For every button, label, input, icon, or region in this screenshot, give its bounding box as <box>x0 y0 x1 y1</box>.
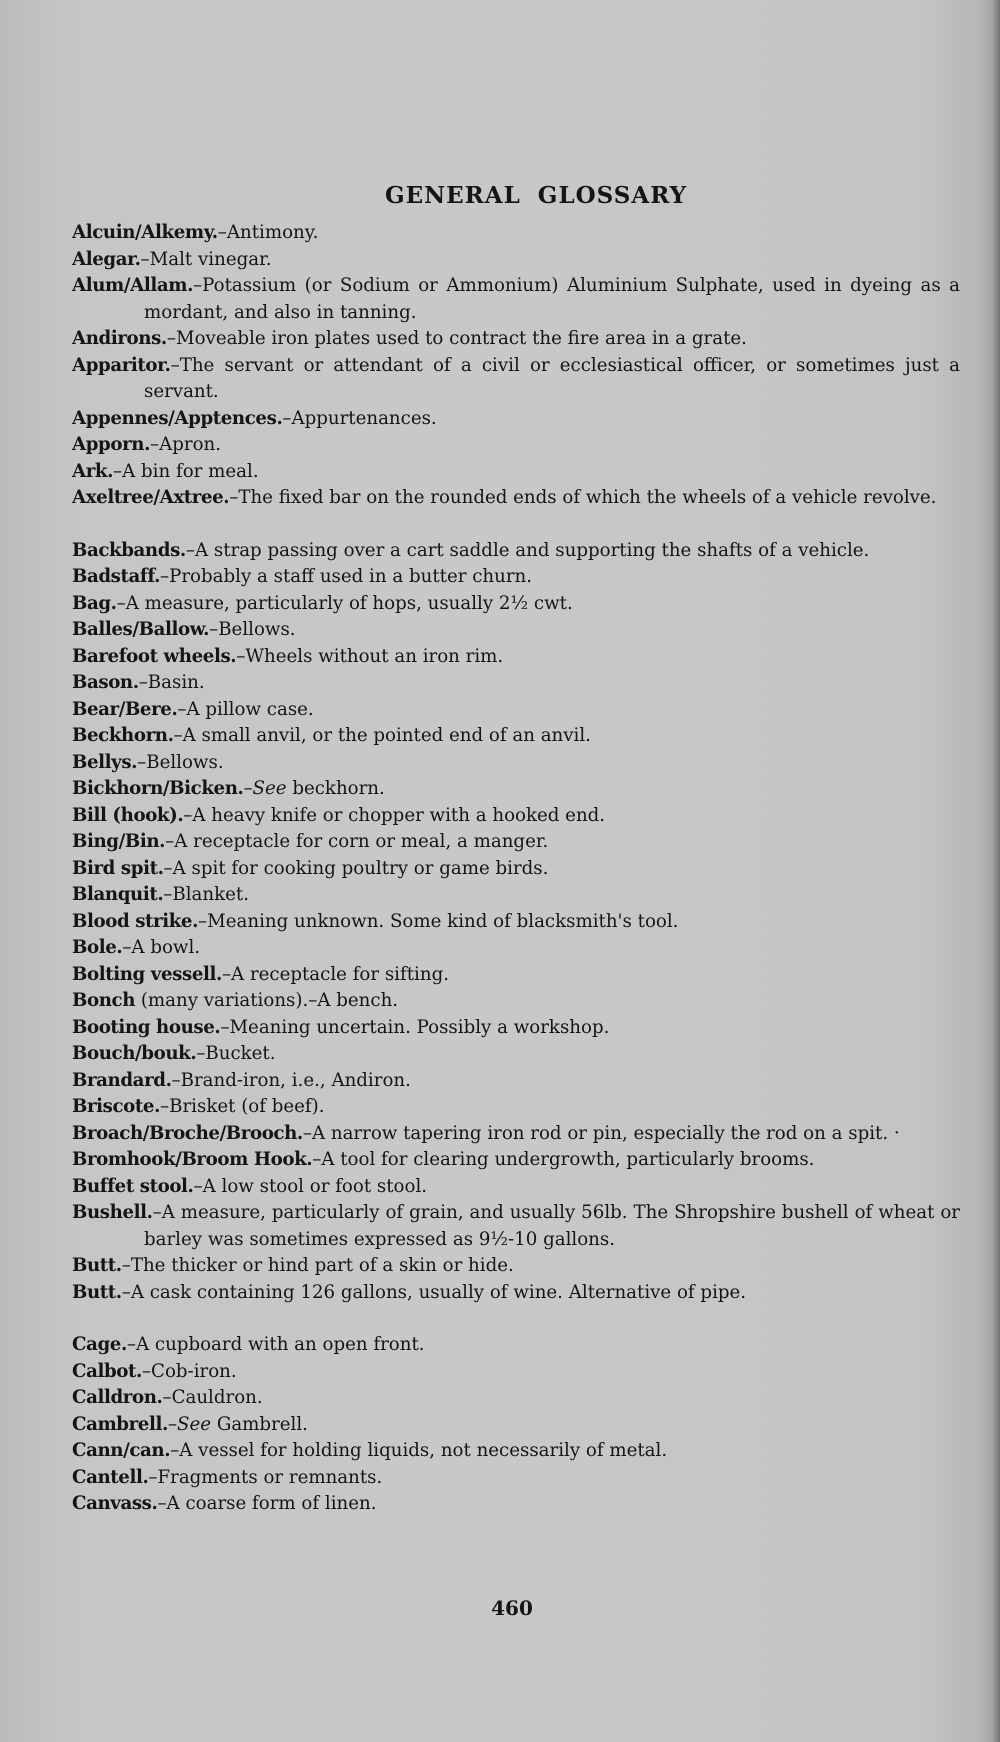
entry-term: Bickhorn/Bicken. <box>72 778 244 799</box>
entry-term: Canvass. <box>72 1493 158 1514</box>
entry-term: Bird spit. <box>72 857 164 879</box>
entry-term: Butt. <box>72 1281 122 1303</box>
entry-term: Bason. <box>72 672 139 693</box>
entry-definition: Bellows. <box>146 751 224 773</box>
entry-term: Blanquit. <box>72 884 164 905</box>
entry-definition: Bucket. <box>205 1043 276 1064</box>
page-edge-shadow <box>992 0 1000 1742</box>
entry-separator: – <box>122 937 132 958</box>
entry-definition: Gambrell. <box>211 1413 308 1435</box>
glossary-entry <box>72 353 960 406</box>
entry-term: Axeltree/Axtree. <box>72 487 230 508</box>
entry-definition: A narrow tapering iron rod or pin, especially the rod on a spit. · <box>311 1122 900 1144</box>
glossary-entry <box>72 1491 960 1518</box>
glossary-entry <box>72 935 960 962</box>
see-reference: See <box>252 778 287 799</box>
glossary-entry <box>72 220 960 247</box>
entry-separator: – <box>173 725 183 746</box>
entry-definition: Appurtenances. <box>291 407 437 429</box>
entry-definition: Fragments or remnants. <box>157 1466 383 1488</box>
glossary-entry <box>72 538 960 565</box>
entry-separator: – <box>193 275 203 296</box>
entry-term: Alegar. <box>72 248 141 270</box>
entry-separator: – <box>126 1334 136 1355</box>
entry-term: Badstaff. <box>72 566 161 587</box>
glossary-entry <box>72 1041 960 1068</box>
entry-definition: The servant or attendant of a civil or ecclesiastical officer, or sometimes just a servant. <box>144 354 960 402</box>
entry-separator: – <box>121 1281 131 1303</box>
entry-term: Bole. <box>72 937 123 958</box>
entry-definition: A cupboard with an open front. <box>135 1334 425 1355</box>
glossary-entry <box>72 1385 960 1412</box>
entry-term: Bromhook/Broom Hook. <box>72 1149 313 1170</box>
entry-term: Cage. <box>72 1334 127 1355</box>
entry-separator: – <box>185 539 195 561</box>
entry-separator: – <box>193 1175 203 1197</box>
entry-term: Booting house. <box>72 1016 221 1038</box>
entry-separator: – <box>282 407 292 429</box>
entry-separator: – <box>183 804 193 826</box>
glossary-body <box>72 220 960 1518</box>
entry-term: Barefoot wheels. <box>72 645 237 667</box>
entry-term: Backbands. <box>72 539 186 561</box>
entry-term: Cantell. <box>72 1466 149 1488</box>
entry-term: Bolting vessell. <box>72 963 222 985</box>
entry-definition: A measure, particularly of hops, usually 2½ cwt. <box>125 592 573 614</box>
entry-separator: – <box>196 1043 206 1064</box>
glossary-entry <box>72 988 960 1015</box>
entry-definition: Meaning uncertain. Possibly a workshop. <box>229 1016 610 1038</box>
entry-separator: – <box>140 248 150 270</box>
entry-separator: – <box>198 910 208 932</box>
glossary-entry <box>72 1147 960 1174</box>
entry-term: Bear/Bere. <box>72 698 178 720</box>
entry-separator: – <box>170 1440 180 1461</box>
glossary-page <box>72 182 960 1518</box>
entry-separator: – <box>160 566 170 587</box>
glossary-entry <box>72 1121 960 1148</box>
entry-separator: – <box>152 1202 162 1223</box>
glossary-entry <box>72 1465 960 1492</box>
entry-definition: Blanket. <box>172 884 249 905</box>
entry-definition: Cauldron. <box>171 1387 263 1408</box>
entry-definition: Meaning unknown. Some kind of blacksmith's tool. <box>207 910 679 932</box>
entry-separator: – <box>166 328 176 349</box>
glossary-entry <box>72 1094 960 1121</box>
glossary-entry <box>72 856 960 883</box>
glossary-entry <box>72 1438 960 1465</box>
glossary-entry <box>72 1332 960 1359</box>
entry-separator: – <box>177 698 187 720</box>
entry-definition: A bowl. <box>131 937 201 958</box>
entry-term: Alum/Allam. <box>72 275 194 296</box>
entry-separator: – <box>163 884 173 905</box>
entry-definition: A spit for cooking poultry or game birds. <box>172 857 549 879</box>
entry-definition: A low stool or foot stool. <box>202 1175 428 1197</box>
entry-separator: – <box>209 619 219 640</box>
entry-term: Ark. <box>72 460 114 482</box>
entry-definition: A strap passing over a cart saddle and supporting the shafts of a vehicle. <box>194 539 870 561</box>
entry-term: Alcuin/Alkemy. <box>72 222 218 243</box>
entry-separator: – <box>167 1413 178 1435</box>
entry-definition: Brand-iron, i.e., Andiron. <box>180 1069 411 1091</box>
entry-term: Cann/can. <box>72 1440 171 1461</box>
glossary-entry <box>72 697 960 724</box>
see-reference: See <box>177 1413 212 1435</box>
glossary-entry <box>72 485 960 512</box>
entry-term: Bouch/bouk. <box>72 1043 197 1064</box>
entry-term: Apporn. <box>72 434 151 455</box>
entry-definition: A pillow case. <box>186 698 314 720</box>
entry-definition: Brisket (of beef). <box>169 1096 325 1117</box>
entry-definition: Malt vinegar. <box>149 248 272 270</box>
entry-term: Calbot. <box>72 1360 142 1382</box>
entry-term: Beckhorn. <box>72 725 174 746</box>
entry-separator: – <box>121 1255 131 1276</box>
entry-separator: – <box>141 1360 152 1382</box>
glossary-entry <box>72 803 960 830</box>
entry-separator: – <box>229 487 239 508</box>
entry-definition: A receptacle for sifting. <box>231 963 449 985</box>
entry-separator: – <box>157 1493 167 1514</box>
glossary-entry <box>72 962 960 989</box>
glossary-entry <box>72 273 960 326</box>
entry-separator: – <box>308 990 318 1011</box>
entry-definition: The thicker or hind part of a skin or hide. <box>130 1255 514 1276</box>
glossary-entry <box>72 459 960 486</box>
entry-separator: – <box>236 645 246 667</box>
glossary-entry <box>72 1174 960 1201</box>
entry-definition: A vessel for holding liquids, not necessarily of metal. <box>179 1440 668 1461</box>
entry-definition: A heavy knife or chopper with a hooked end. <box>192 804 606 826</box>
entry-separator: – <box>243 778 253 799</box>
entry-separator: – <box>165 831 175 852</box>
entry-separator: – <box>138 672 148 693</box>
entry-definition: Potassium (or Sodium or Ammonium) Aluminium Sulphate, used in dyeing as a mordant, and also in tanning. <box>144 275 960 323</box>
glossary-entry <box>72 406 960 433</box>
entry-definition: Bellows. <box>218 619 296 640</box>
entry-separator: – <box>113 460 123 482</box>
entry-definition: Moveable iron plates used to contract the fire area in a grate. <box>175 328 747 349</box>
entry-definition: Antimony. <box>226 222 319 243</box>
entry-separator: – <box>302 1122 312 1144</box>
glossary-entry <box>72 1068 960 1095</box>
glossary-entry <box>72 617 960 644</box>
entry-term: Bag. <box>72 592 117 614</box>
entry-definition: A bin for meal. <box>122 460 259 482</box>
entry-separator: – <box>137 751 147 773</box>
entry-definition: Cob-iron. <box>151 1360 237 1382</box>
glossary-entry <box>72 882 960 909</box>
entry-separator: – <box>163 857 173 879</box>
glossary-entry <box>72 750 960 777</box>
entry-term: Butt. <box>72 1255 122 1276</box>
entry-separator: – <box>148 1466 158 1488</box>
entry-definition: A tool for clearing undergrowth, particularly brooms. <box>321 1149 815 1170</box>
entry-term: Brandard. <box>72 1069 172 1091</box>
entry-separator: – <box>162 1387 172 1408</box>
entry-separator: – <box>312 1149 322 1170</box>
entry-term: Bonch <box>72 990 136 1011</box>
glossary-section-a <box>72 220 960 512</box>
entry-term: Bellys. <box>72 751 138 773</box>
glossary-entry <box>72 432 960 459</box>
glossary-entry <box>72 1015 960 1042</box>
glossary-entry <box>72 829 960 856</box>
glossary-entry <box>72 723 960 750</box>
entry-separator: – <box>150 434 160 455</box>
glossary-section-c <box>72 1332 960 1518</box>
glossary-entry <box>72 564 960 591</box>
entry-term-note: (many variations). <box>135 990 309 1011</box>
entry-definition: The fixed bar on the rounded ends of which the wheels of a vehicle revolve. <box>238 487 937 508</box>
entry-term: Buffet stool. <box>72 1175 194 1197</box>
entry-definition: A bench. <box>317 990 399 1011</box>
glossary-entry <box>72 1412 960 1439</box>
entry-definition: A cask containing 126 gallons, usually of wine. Alternative of pipe. <box>130 1281 747 1303</box>
entry-definition: Basin. <box>147 672 205 693</box>
glossary-entry <box>72 1200 960 1253</box>
entry-definition: A coarse form of linen. <box>166 1493 377 1514</box>
entry-term: Andirons. <box>72 328 167 349</box>
entry-term: Briscote. <box>72 1096 161 1117</box>
entry-definition: Apron. <box>159 434 222 455</box>
entry-term: Bushell. <box>72 1202 153 1223</box>
entry-separator: – <box>170 354 180 376</box>
entry-definition: beckhorn. <box>286 778 385 799</box>
entry-term: Apparitor. <box>72 354 171 376</box>
glossary-entry <box>72 591 960 618</box>
entry-term: Bill (hook). <box>72 804 184 826</box>
glossary-entry <box>72 1253 960 1280</box>
entry-term: Bing/Bin. <box>72 831 166 852</box>
entry-term: Blood strike. <box>72 910 199 932</box>
entry-separator: – <box>160 1096 170 1117</box>
entry-term: Cambrell. <box>72 1413 168 1435</box>
entry-definition: A small anvil, or the pointed end of an anvil. <box>182 725 591 746</box>
entry-definition: A receptacle for corn or meal, a manger. <box>174 831 549 852</box>
glossary-entry <box>72 644 960 671</box>
entry-term: Balles/Ballow. <box>72 619 210 640</box>
entry-separator: – <box>220 1016 230 1038</box>
glossary-entry <box>72 909 960 936</box>
page-number: 460 <box>491 1596 533 1620</box>
entry-separator: – <box>221 963 232 985</box>
entry-term: Appennes/Apptences. <box>72 407 283 429</box>
entry-separator: – <box>217 222 227 243</box>
entry-term: Calldron. <box>72 1387 163 1408</box>
glossary-section-b <box>72 538 960 1307</box>
entry-definition: Wheels without an iron rim. <box>245 645 504 667</box>
glossary-entry <box>72 326 960 353</box>
glossary-entry <box>72 1359 960 1386</box>
glossary-entry <box>72 1280 960 1307</box>
entry-term: Broach/Broche/Brooch. <box>72 1122 303 1144</box>
page-title: GENERAL GLOSSARY <box>384 182 688 209</box>
entry-definition: Probably a staff used in a butter churn. <box>169 566 533 587</box>
glossary-entry <box>72 247 960 274</box>
entry-definition: A measure, particularly of grain, and usually 56lb. The Shropshire bushell of wheat or barley was sometimes expressed as 9½-10 gallons. <box>144 1202 960 1250</box>
entry-separator: – <box>116 592 126 614</box>
glossary-entry <box>72 776 960 803</box>
entry-separator: – <box>171 1069 181 1091</box>
glossary-entry <box>72 670 960 697</box>
